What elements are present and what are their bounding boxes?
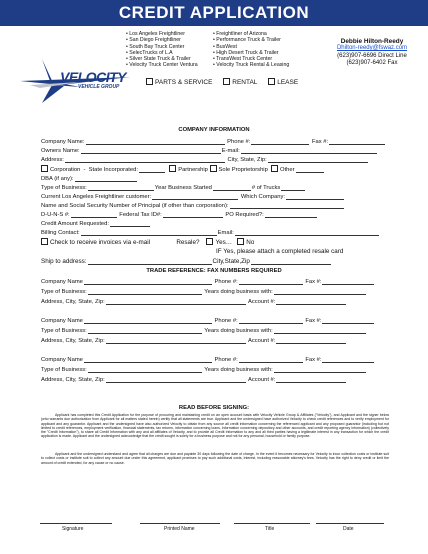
other-checkbox[interactable] xyxy=(271,165,278,172)
resale-note: IF Yes, please attach a completed resale card xyxy=(216,248,344,255)
title-banner xyxy=(0,0,428,26)
ref-phone-field[interactable] xyxy=(239,356,303,363)
velocity-logo xyxy=(20,55,140,105)
row-credit-amount: Credit Amount Requested: xyxy=(41,220,151,227)
other-field[interactable] xyxy=(296,166,324,173)
row-address: Address: City, State, Zip: xyxy=(41,156,369,163)
ref-company-field[interactable] xyxy=(84,356,212,363)
logo-name: VELOCITY xyxy=(60,69,127,85)
row-entity-type: Corporation - State Incorporated: Partnership Sole Proprietorship Other xyxy=(41,165,325,173)
address-field[interactable] xyxy=(65,156,225,163)
ref-type-field[interactable] xyxy=(88,288,202,295)
ref-years-field[interactable] xyxy=(274,288,366,295)
resale-yes-checkbox[interactable] xyxy=(206,238,213,245)
signing-heading: READ BEFORE SIGNING: xyxy=(178,405,250,411)
option-lease[interactable]: LEASE xyxy=(268,79,298,86)
signature-label: Signature xyxy=(62,526,84,532)
row-invoices: Check to receive invoices via e-mail Resale? Yes… No xyxy=(41,238,254,246)
state-incorporated-field[interactable] xyxy=(139,166,165,173)
ref-type-row: Type of Business: Years doing business with: xyxy=(41,327,367,334)
locations-list-1 xyxy=(126,31,198,69)
dba-field[interactable] xyxy=(75,175,137,182)
owners-field[interactable] xyxy=(81,147,221,154)
ref-company-row: Company Name Phone #: Fax #: xyxy=(41,278,375,285)
row-customer: Current Los Angeles Freightliner customer: Which Company: xyxy=(41,193,345,200)
trade-reference-heading: TRADE REFERENCE: FAX NUMBERS REQUIRED xyxy=(146,268,282,274)
ref-type-row: Type of Business: Years doing business with: xyxy=(41,288,367,295)
ref-fax-field[interactable] xyxy=(322,356,374,363)
row-billing: Billing Contact: Email: xyxy=(41,229,380,236)
row-dba: DBA (if any): xyxy=(41,175,138,182)
account-type-options xyxy=(146,78,307,86)
ref-account-field[interactable] xyxy=(276,298,346,305)
ref-address-row: Address, City, State, Zip: Account #: xyxy=(41,376,347,383)
ref-company-field[interactable] xyxy=(84,317,212,324)
ref-years-field[interactable] xyxy=(274,366,366,373)
row-ship-to: Ship to address: City,State,Zip xyxy=(41,258,332,265)
billing-contact-field[interactable] xyxy=(81,229,217,236)
ref-address-field[interactable] xyxy=(106,298,246,305)
location-item: • Velocity Truck Rental & Leasing xyxy=(213,62,289,68)
option-rental[interactable]: RENTAL xyxy=(223,79,257,86)
principal-ssn-field[interactable] xyxy=(230,202,344,209)
location-item: • San Diego Freightliner xyxy=(126,37,198,43)
location-item: • Silver State Truck & Trailer xyxy=(126,56,198,62)
location-item: • Velocity Truck Center Ventura xyxy=(126,62,198,68)
locations-list-2 xyxy=(213,31,289,69)
sole-proprietorship-checkbox[interactable] xyxy=(210,165,217,172)
date-line[interactable] xyxy=(316,523,384,524)
year-started-field[interactable] xyxy=(213,184,251,191)
ref-phone-field[interactable] xyxy=(239,278,303,285)
location-item: • TransWest Truck Center xyxy=(213,56,289,62)
checkbox-icon[interactable] xyxy=(146,78,153,85)
invoices-email-checkbox[interactable] xyxy=(41,238,48,245)
phone-field[interactable] xyxy=(251,138,309,145)
option-parts-service[interactable]: PARTS & SERVICE xyxy=(146,79,212,86)
payment-terms-paragraph: Applicant and the undersigned understand and agree that all charges are due and payable 30 days following the date of charge. In the event it becomes necessary for Velocity to incur collection costs or institute suit to collect costs or institute suit to collect any amount due under this agreement, applicant promises to pay such additional costs, interest, including reasonable attorney's fees. Velocity has the right to deny credit or limit the amount of credit extended, for any cause or no cause. xyxy=(41,452,389,465)
location-item: • SelecTrucks of L.A xyxy=(126,50,198,56)
ref-type-field[interactable] xyxy=(88,366,202,373)
ref-address-field[interactable] xyxy=(106,376,246,383)
ship-address-field[interactable] xyxy=(88,258,212,265)
contact-fax: (623)907-6402 Fax xyxy=(346,60,398,67)
duns-field[interactable] xyxy=(71,211,117,218)
row-company-name: Company Name: Phone #: Fax #: xyxy=(41,138,386,145)
ref-address-row: Address, City, State, Zip: Account #: xyxy=(41,298,347,305)
billing-email-field[interactable] xyxy=(235,229,379,236)
row-business-type: Type of Business: Year Business Started # of Trucks xyxy=(41,184,306,191)
partnership-checkbox[interactable] xyxy=(169,165,176,172)
contact-direct: (623)907-6696 Direct Line xyxy=(337,52,407,59)
company-name-field[interactable] xyxy=(86,138,225,145)
which-company-field[interactable] xyxy=(286,193,344,200)
title-label: Title xyxy=(265,526,275,532)
printed-name-line[interactable] xyxy=(140,523,220,524)
ref-fax-field[interactable] xyxy=(322,317,374,324)
location-item: • Freightliner of Arizona xyxy=(213,31,289,37)
ref-company-row: Company Name Phone #: Fax #: xyxy=(41,356,375,363)
title-line[interactable] xyxy=(234,523,310,524)
row-owners: Owners Name: E-mail: xyxy=(41,147,378,154)
checkbox-icon[interactable] xyxy=(268,78,275,85)
ref-account-field[interactable] xyxy=(276,337,346,344)
terms-paragraph: Applicant has completed this Credit Application for the purpose of procuring and maintaining credit on an open account basis with Velocity Vehicle Group & Affiliates ("Velocity"), and Applicant and the signer below (who warrants due authorization from Applicant for all matters stated herein) certify that all statements are true. Applicant and the undersigned have authorized Velocity to check credit references and to verify employment for applicant and any guarantor. Applicant and the undersigned have also authorized Velocity to obtain from any source all credit information concerning the referenced applicant and any proposed guarantor (including but not limited to credit references, employment verification, financial statements, tax returns, information concerning loans, information concerning depository and other accounts, and credit reporting agency information) (collectively the "Credit Information"), to share all Credit Information with any and all affiliates of Velocity, and to provide all Credit Information to any and all third parties having a legitimate interest in any transaction for which the credit application is made. Applicant and the undersigned acknowledge that the credit sought is solely for a business purpose and not for any personal, household or family purpose. xyxy=(41,413,389,439)
row-duns: D-U-N-S #: Federal Tax ID#: PO Required?: xyxy=(41,211,318,218)
printed-name-label: Printed Name xyxy=(164,526,195,532)
contact-email-link[interactable]: Dhilton-reedy@fswaz.com xyxy=(336,45,408,52)
ref-address-field[interactable] xyxy=(106,337,246,344)
corporation-checkbox[interactable] xyxy=(41,165,48,172)
resale-no-checkbox[interactable] xyxy=(237,238,244,245)
date-label: Date xyxy=(343,526,354,532)
ref-account-field[interactable] xyxy=(276,376,346,383)
federal-tax-id-field[interactable] xyxy=(163,211,223,218)
ref-type-row: Type of Business: Years doing business with: xyxy=(41,366,367,373)
location-item: • BusWest xyxy=(213,44,289,50)
ref-company-field[interactable] xyxy=(84,278,212,285)
ref-years-field[interactable] xyxy=(274,327,366,334)
ref-company-row: Company Name Phone #: Fax #: xyxy=(41,317,375,324)
customer-field[interactable] xyxy=(152,193,238,200)
po-required-field[interactable] xyxy=(265,211,317,218)
ref-type-field[interactable] xyxy=(88,327,202,334)
signature-line[interactable] xyxy=(40,523,112,524)
location-item: • Performance Truck & Trailer xyxy=(213,37,289,43)
row-ssn: Name and Social Security Number of Principal (if other than corporation): xyxy=(41,202,345,209)
ref-phone-field[interactable] xyxy=(239,317,303,324)
page-title: CREDIT APPLICATION xyxy=(118,3,310,22)
contact-name: Debbie Hilton-Reedy xyxy=(340,38,404,45)
email-field[interactable] xyxy=(241,147,377,154)
location-item: • Los Angeles Freightliner xyxy=(126,31,198,37)
contact-block xyxy=(322,38,422,68)
ref-address-row: Address, City, State, Zip: Account #: xyxy=(41,337,347,344)
ship-city-state-zip-field[interactable] xyxy=(251,258,331,265)
trucks-field[interactable] xyxy=(281,184,305,191)
logo-subtitle: VEHICLE GROUP xyxy=(78,84,120,90)
credit-amount-field[interactable] xyxy=(110,220,150,227)
city-state-zip-field[interactable] xyxy=(268,156,368,163)
location-item: • South Bay Truck Center xyxy=(126,44,198,50)
company-info-heading: COMPANY INFORMATION xyxy=(178,127,250,133)
business-type-field[interactable] xyxy=(88,184,154,191)
ref-fax-field[interactable] xyxy=(322,278,374,285)
fax-field[interactable] xyxy=(329,138,385,145)
location-item: • High Desert Truck & Trailer xyxy=(213,50,289,56)
checkbox-icon[interactable] xyxy=(223,78,230,85)
